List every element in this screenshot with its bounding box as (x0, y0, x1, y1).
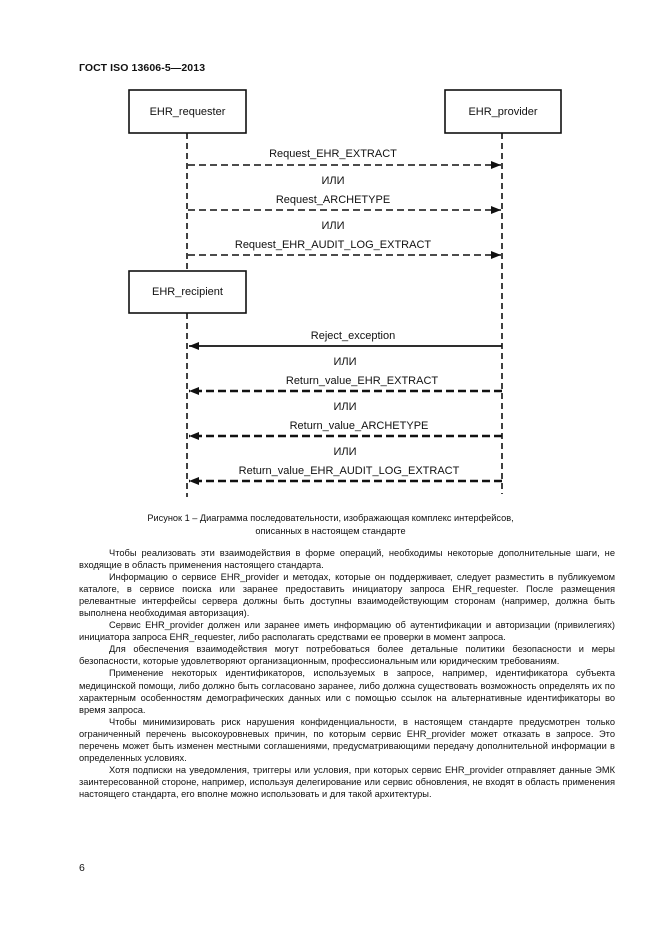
figure-caption-line2: описанных в настоящем стандарте (255, 526, 406, 536)
or-label: ИЛИ (321, 175, 345, 187)
paragraph: Чтобы минимизировать риск нарушения конфиденциальности, в настоящем стандарте предусмотрен только ограниченный перечень высокоуровневых причин, по которым сервис EHR_provider может отказать в запросе. Это перечень может быть изменен местными соглашениями, предусматривающими передачу дополнительной информации в определенных условиях. (79, 716, 615, 763)
recipient-label: EHR_recipient (152, 286, 223, 298)
paragraph: Информацию о сервисе EHR_provider и методах, которые он поддерживает, следует разместить в публикуемом каталоге, в сервисе поиска или заранее предоставить инициатору запроса EHR_requester. После размещения релевантные интерфейсы сервера должны быть доступны взаимодействующим сторонам (например, должна быть выполнена необходимая авторизация). (79, 572, 615, 619)
paragraph: Чтобы реализовать эти взаимодействия в форме операций, необходимы некоторые дополнительные шаги, не входящие в область применения настоящего стандарта. (79, 548, 615, 571)
requester-label: EHR_requester (149, 106, 226, 118)
msg-reject-exception: Reject_exception (310, 330, 396, 342)
msg-return-audit-log: Return_value_EHR_AUDIT_LOG_EXTRACT (238, 465, 460, 477)
or-label: ИЛИ (333, 401, 357, 413)
document-header: ГОСТ ISO 13606-5—2013 (79, 62, 206, 74)
msg-request-ehr-extract: Request_EHR_EXTRACT (269, 148, 397, 160)
body-text (79, 547, 615, 800)
page-number: 6 (79, 862, 85, 874)
or-label: ИЛИ (333, 446, 357, 458)
paragraph: Для обеспечения взаимодействия могут потребоваться более детальные политики безопасности и меры безопасности, которые удовлетворяют организационным, профессиональным или юридическим требованиям. (79, 644, 615, 667)
or-label: ИЛИ (333, 356, 357, 368)
paragraph: Хотя подписки на уведомления, триггеры или условия, при которых сервис EHR_provider отправляет данные ЭМК заинтересованной стороне, например, используя делегирование или сервис обновления, не входят в область применения настоящего стандарта, его вполне можно использовать и для такой архитектуры. (79, 764, 615, 799)
msg-request-audit-log: Request_EHR_AUDIT_LOG_EXTRACT (234, 239, 432, 251)
msg-request-archetype: Request_ARCHETYPE (275, 194, 391, 206)
figure-caption-line1: Рисунок 1 – Диаграмма последовательности, изображающая комплекс интерфейсов, (147, 513, 514, 523)
or-label: ИЛИ (321, 220, 345, 232)
msg-return-ehr-extract: Return_value_EHR_EXTRACT (285, 375, 439, 387)
msg-return-archetype: Return_value_ARCHETYPE (289, 420, 429, 432)
paragraph: Сервис EHR_provider должен или заранее иметь информацию об аутентификации и авторизации (привилегиях) инициатора запроса EHR_requester, либо располагать средствами ее проверки в момент запроса. (79, 620, 615, 643)
provider-label: EHR_provider (468, 106, 538, 118)
paragraph: Применение некоторых идентификаторов, используемых в запросе, например, идентификатора субъекта медицинской помощи, либо должно быть согласовано заранее, либо должна существовать возможность определять их по характерным особенностям демографических данных или с помощью ссылок на альтернативные идентификаторы во время запроса. (79, 668, 615, 715)
